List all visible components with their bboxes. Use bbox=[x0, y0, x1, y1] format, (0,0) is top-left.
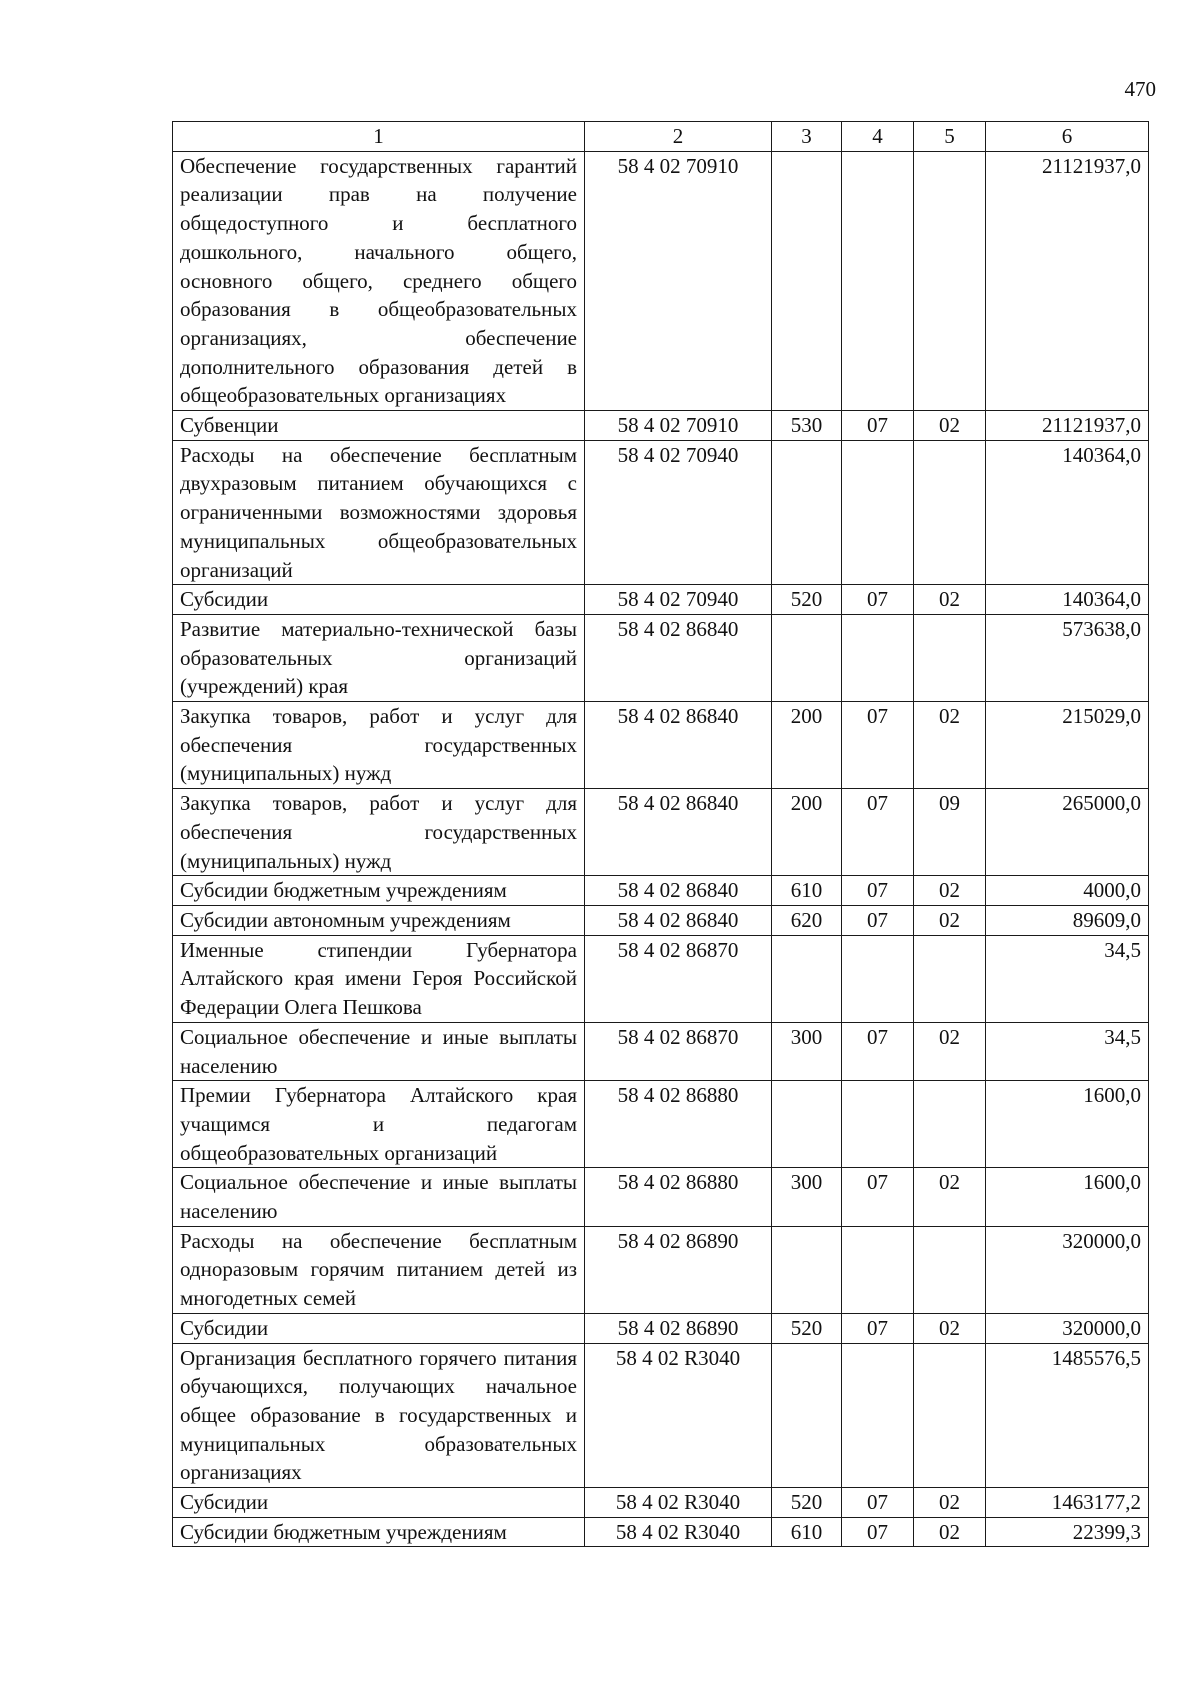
amount-cell: 34,5 bbox=[986, 935, 1149, 1022]
target-code-cell: 58 4 02 86890 bbox=[585, 1226, 772, 1313]
target-code-cell: 58 4 02 70940 bbox=[585, 440, 772, 585]
amount-cell: 21121937,0 bbox=[986, 411, 1149, 441]
page-number: 470 bbox=[1124, 77, 1156, 101]
table-row bbox=[173, 905, 1149, 935]
column-header-4: 4 bbox=[842, 122, 914, 152]
column-header-5: 5 bbox=[914, 122, 986, 152]
subsection-cell: 02 bbox=[914, 585, 986, 615]
target-code-cell: 58 4 02 R3040 bbox=[585, 1488, 772, 1518]
table-row bbox=[173, 1517, 1149, 1547]
subsection-cell bbox=[914, 151, 986, 410]
section-cell: 07 bbox=[842, 1488, 914, 1518]
expense-type-cell: 610 bbox=[772, 876, 842, 906]
column-header-3: 3 bbox=[772, 122, 842, 152]
target-code-cell: 58 4 02 86880 bbox=[585, 1081, 772, 1168]
subsection-cell: 02 bbox=[914, 905, 986, 935]
subsection-cell: 09 bbox=[914, 789, 986, 876]
expense-type-cell: 610 bbox=[772, 1517, 842, 1547]
expense-name-cell: Закупка товаров, работ и услуг для обеспечения государственных (муниципальных) нужд bbox=[173, 702, 585, 789]
section-cell bbox=[842, 1226, 914, 1313]
amount-cell: 140364,0 bbox=[986, 440, 1149, 585]
expense-name-cell: Субсидии bbox=[173, 585, 585, 615]
table-row bbox=[173, 585, 1149, 615]
table-row bbox=[173, 1081, 1149, 1168]
table-row bbox=[173, 411, 1149, 441]
target-code-cell: 58 4 02 86870 bbox=[585, 935, 772, 1022]
amount-cell: 4000,0 bbox=[986, 876, 1149, 906]
expense-name-cell: Закупка товаров, работ и услуг для обеспечения государственных (муниципальных) нужд bbox=[173, 789, 585, 876]
column-header-1: 1 bbox=[173, 122, 585, 152]
subsection-cell: 02 bbox=[914, 1517, 986, 1547]
amount-cell: 1600,0 bbox=[986, 1081, 1149, 1168]
amount-cell: 320000,0 bbox=[986, 1226, 1149, 1313]
expense-type-cell: 520 bbox=[772, 1313, 842, 1343]
header-row bbox=[173, 122, 1149, 152]
section-cell: 07 bbox=[842, 411, 914, 441]
subsection-cell bbox=[914, 1081, 986, 1168]
table-body bbox=[173, 122, 1149, 1547]
table-row bbox=[173, 1168, 1149, 1226]
table-row bbox=[173, 789, 1149, 876]
subsection-cell: 02 bbox=[914, 1022, 986, 1080]
section-cell bbox=[842, 1343, 914, 1488]
table-row bbox=[173, 1313, 1149, 1343]
expense-type-cell bbox=[772, 935, 842, 1022]
section-cell bbox=[842, 614, 914, 701]
amount-cell: 265000,0 bbox=[986, 789, 1149, 876]
amount-cell: 1463177,2 bbox=[986, 1488, 1149, 1518]
section-cell: 07 bbox=[842, 905, 914, 935]
expense-name-cell: Расходы на обеспечение бесплатным одноразовым горячим питанием детей из многодетных семей bbox=[173, 1226, 585, 1313]
subsection-cell: 02 bbox=[914, 1168, 986, 1226]
target-code-cell: 58 4 02 86840 bbox=[585, 789, 772, 876]
section-cell: 07 bbox=[842, 1168, 914, 1226]
expense-name-cell: Обеспечение государственных гарантий реализации прав на получение общедоступного и бесплатного дошкольного, начального общего, основного общего, среднего общего образования в общеобразовательных организациях, обеспечение дополнительного образования детей в общеобразовательных организациях bbox=[173, 151, 585, 410]
amount-cell: 21121937,0 bbox=[986, 151, 1149, 410]
expense-type-cell: 520 bbox=[772, 1488, 842, 1518]
subsection-cell: 02 bbox=[914, 876, 986, 906]
subsection-cell bbox=[914, 614, 986, 701]
target-code-cell: 58 4 02 R3040 bbox=[585, 1343, 772, 1488]
expense-type-cell bbox=[772, 440, 842, 585]
target-code-cell: 58 4 02 86880 bbox=[585, 1168, 772, 1226]
table-row bbox=[173, 935, 1149, 1022]
target-code-cell: 58 4 02 86840 bbox=[585, 702, 772, 789]
target-code-cell: 58 4 02 86840 bbox=[585, 614, 772, 701]
section-cell: 07 bbox=[842, 1517, 914, 1547]
target-code-cell: 58 4 02 86890 bbox=[585, 1313, 772, 1343]
expense-type-cell bbox=[772, 1226, 842, 1313]
section-cell bbox=[842, 935, 914, 1022]
section-cell: 07 bbox=[842, 1313, 914, 1343]
target-code-cell: 58 4 02 70910 bbox=[585, 151, 772, 410]
expense-type-cell bbox=[772, 151, 842, 410]
column-header-2: 2 bbox=[585, 122, 772, 152]
amount-cell: 320000,0 bbox=[986, 1313, 1149, 1343]
section-cell: 07 bbox=[842, 585, 914, 615]
expense-type-cell: 530 bbox=[772, 411, 842, 441]
amount-cell: 34,5 bbox=[986, 1022, 1149, 1080]
expense-type-cell bbox=[772, 1343, 842, 1488]
expense-name-cell: Субсидии bbox=[173, 1488, 585, 1518]
subsection-cell bbox=[914, 440, 986, 585]
subsection-cell bbox=[914, 935, 986, 1022]
target-code-cell: 58 4 02 86870 bbox=[585, 1022, 772, 1080]
table-row bbox=[173, 614, 1149, 701]
table-row bbox=[173, 1226, 1149, 1313]
expense-name-cell: Субсидии бюджетным учреждениям bbox=[173, 1517, 585, 1547]
expense-name-cell: Расходы на обеспечение бесплатным двухразовым питанием обучающихся с ограниченными возможностями здоровья муниципальных общеобразовательных организаций bbox=[173, 440, 585, 585]
expense-type-cell: 200 bbox=[772, 702, 842, 789]
target-code-cell: 58 4 02 86840 bbox=[585, 905, 772, 935]
expense-type-cell: 300 bbox=[772, 1022, 842, 1080]
expense-name-cell: Социальное обеспечение и иные выплаты населению bbox=[173, 1022, 585, 1080]
expense-name-cell: Субсидии bbox=[173, 1313, 585, 1343]
amount-cell: 573638,0 bbox=[986, 614, 1149, 701]
subsection-cell: 02 bbox=[914, 702, 986, 789]
amount-cell: 140364,0 bbox=[986, 585, 1149, 615]
amount-cell: 89609,0 bbox=[986, 905, 1149, 935]
table-row bbox=[173, 151, 1149, 410]
expense-name-cell: Субсидии бюджетным учреждениям bbox=[173, 876, 585, 906]
expense-type-cell: 200 bbox=[772, 789, 842, 876]
target-code-cell: 58 4 02 70910 bbox=[585, 411, 772, 441]
expense-type-cell: 520 bbox=[772, 585, 842, 615]
target-code-cell: 58 4 02 R3040 bbox=[585, 1517, 772, 1547]
expense-name-cell: Социальное обеспечение и иные выплаты населению bbox=[173, 1168, 585, 1226]
section-cell bbox=[842, 151, 914, 410]
subsection-cell bbox=[914, 1343, 986, 1488]
section-cell: 07 bbox=[842, 876, 914, 906]
column-header-6: 6 bbox=[986, 122, 1149, 152]
expense-name-cell: Субсидии автономным учреждениям bbox=[173, 905, 585, 935]
subsection-cell: 02 bbox=[914, 1488, 986, 1518]
subsection-cell: 02 bbox=[914, 411, 986, 441]
amount-cell: 215029,0 bbox=[986, 702, 1149, 789]
table-row bbox=[173, 440, 1149, 585]
section-cell: 07 bbox=[842, 702, 914, 789]
amount-cell: 1600,0 bbox=[986, 1168, 1149, 1226]
expense-type-cell bbox=[772, 614, 842, 701]
target-code-cell: 58 4 02 86840 bbox=[585, 876, 772, 906]
section-cell: 07 bbox=[842, 789, 914, 876]
table-row bbox=[173, 876, 1149, 906]
section-cell bbox=[842, 1081, 914, 1168]
expense-name-cell: Субвенции bbox=[173, 411, 585, 441]
section-cell: 07 bbox=[842, 1022, 914, 1080]
amount-cell: 22399,3 bbox=[986, 1517, 1149, 1547]
target-code-cell: 58 4 02 70940 bbox=[585, 585, 772, 615]
section-cell bbox=[842, 440, 914, 585]
amount-cell: 1485576,5 bbox=[986, 1343, 1149, 1488]
budget-table bbox=[172, 121, 1149, 1547]
table-row bbox=[173, 1022, 1149, 1080]
expense-type-cell: 300 bbox=[772, 1168, 842, 1226]
table-row bbox=[173, 1343, 1149, 1488]
subsection-cell: 02 bbox=[914, 1313, 986, 1343]
expense-name-cell: Развитие материально-технической базы образовательных организаций (учреждений) края bbox=[173, 614, 585, 701]
expense-type-cell bbox=[772, 1081, 842, 1168]
expense-type-cell: 620 bbox=[772, 905, 842, 935]
expense-name-cell: Премии Губернатора Алтайского края учащимся и педагогам общеобразовательных организаций bbox=[173, 1081, 585, 1168]
subsection-cell bbox=[914, 1226, 986, 1313]
table-row bbox=[173, 1488, 1149, 1518]
expense-name-cell: Именные стипендии Губернатора Алтайского края имени Героя Российской Федерации Олега Пешкова bbox=[173, 935, 585, 1022]
table-row bbox=[173, 702, 1149, 789]
expense-name-cell: Организация бесплатного горячего питания обучающихся, получающих начальное общее образование в государственных и муниципальных образовательных организациях bbox=[173, 1343, 585, 1488]
